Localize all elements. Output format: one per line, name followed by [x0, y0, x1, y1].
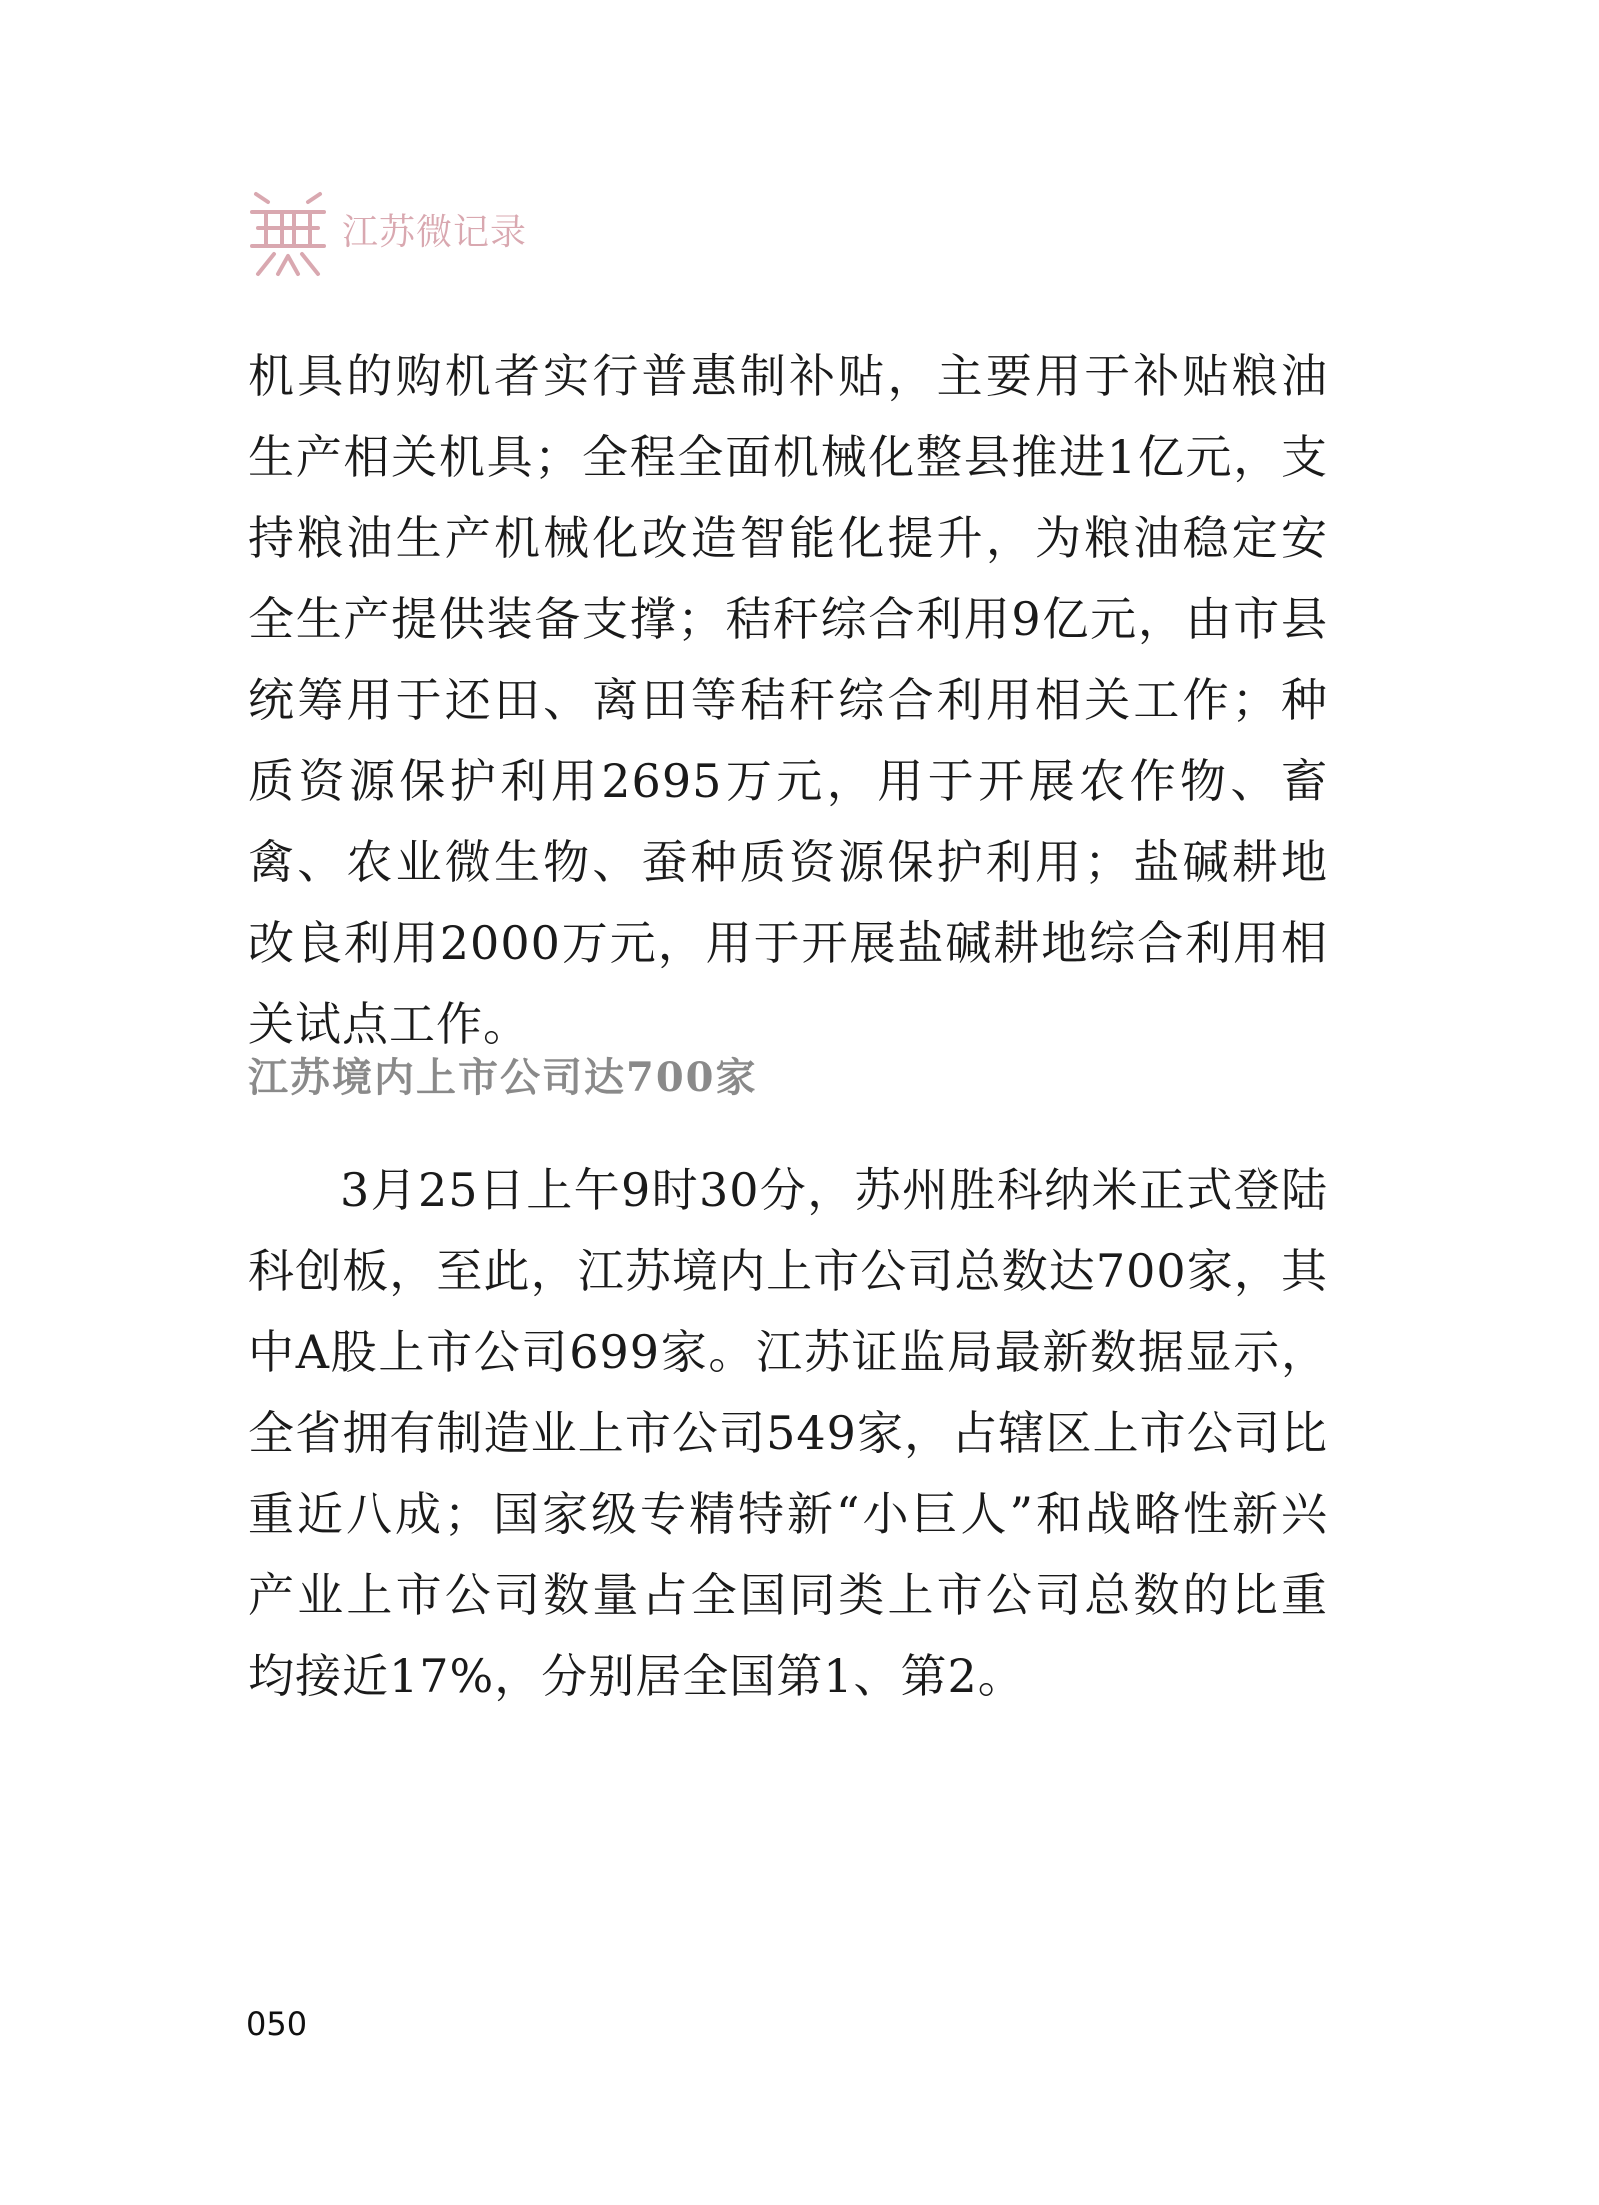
body-paragraph: 机具的购机者实行普惠制补贴，主要用于补贴粮油生产相关机具；全程全面机械化整县推进1亿元，支持粮油生产机械化改造智能化提升，为粮油稳定安全生产提供装备支撑；秸秆综合利用9亿元，由市县统筹用于还田、离田等秸秆综合利用相关工作；种质资源保护利用2695万元，用于开展农作物、畜禽、农业微生物、蚕种质资源保护利用；盐碱耕地改良利用2000万元，用于开展盐碱耕地综合利用相关试点工作。 — [248, 349, 1328, 1051]
body-paragraph: 3月25日上午9时30分，苏州胜科纳米正式登陆科创板，至此，江苏境内上市公司总数达700家，其中A股上市公司699家。江苏证监局最新数据显示，全省拥有制造业上市公司549家，占辖区上市公司比重近八成；国家级专精特新“小巨人”和战略性新兴产业上市公司数量占全国同类上市公司总数的比重均接近17%，分别居全国第1、第2。 — [248, 1163, 1328, 1703]
lattice-emblem-icon — [248, 188, 328, 278]
section-heading: 江苏境内上市公司达700家 — [248, 1054, 758, 1101]
page-number: 050 — [246, 2005, 308, 2043]
header-title: 江苏微记录 — [342, 212, 528, 253]
running-header — [248, 188, 527, 278]
